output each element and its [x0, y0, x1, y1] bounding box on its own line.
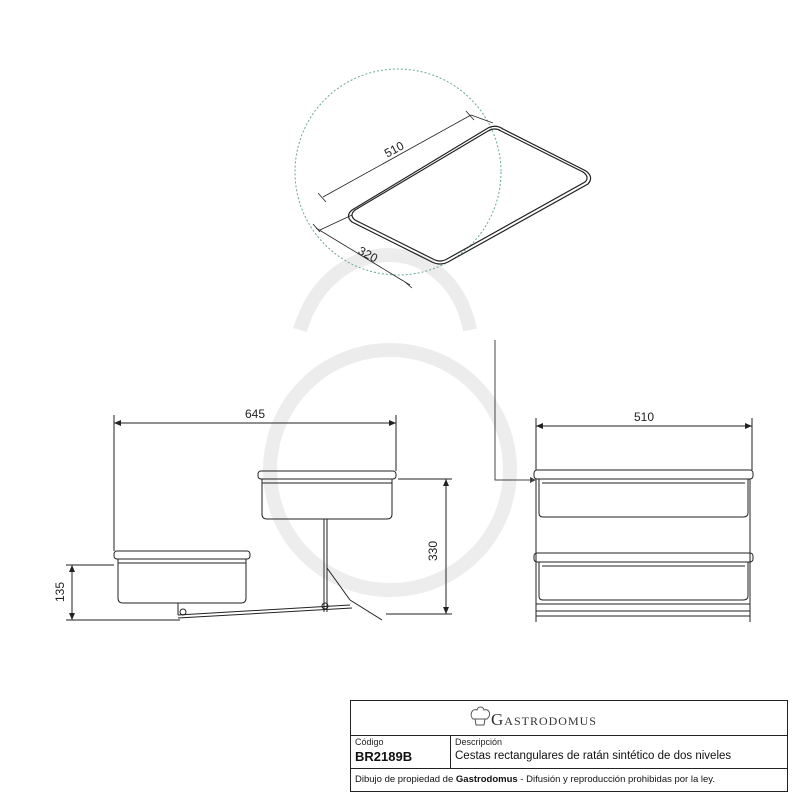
footer-suffix: - Difusión y reproducción prohibidas por la ley.: [520, 774, 715, 785]
code-label: Código: [355, 737, 384, 747]
dim-label-510-top: 510: [381, 138, 407, 161]
detail-view: [295, 69, 591, 288]
dim-label-320-top: 320: [355, 243, 381, 266]
footer-text: [355, 774, 715, 785]
footer-brand: Gastrodomus: [455, 774, 518, 785]
description-value: Cestas rectangulares de ratán sintético de dos niveles: [455, 750, 732, 762]
code-cell: [351, 736, 451, 768]
title-block: [350, 700, 788, 792]
chef-hat-icon: [469, 705, 491, 731]
dim-line-135: [66, 565, 180, 620]
detail-circle: [295, 69, 501, 275]
description-cell: [451, 736, 787, 768]
brand-row: [351, 701, 787, 736]
dim-label-135: 135: [53, 581, 67, 603]
description-label: Descripción: [455, 737, 503, 747]
code-value: BR2189B: [355, 749, 413, 764]
brand-name: Gastrodomus: [491, 710, 597, 729]
footer-prefix: Dibujo de propiedad de: [355, 774, 454, 785]
footer-row: [351, 769, 787, 791]
dim-label-645: 645: [244, 407, 266, 421]
dim-label-510-front: 510: [633, 410, 655, 424]
front-view: [534, 418, 753, 622]
info-row: [351, 736, 787, 769]
dim-line-510-top: [318, 111, 493, 202]
dim-label-330: 330: [426, 540, 440, 562]
